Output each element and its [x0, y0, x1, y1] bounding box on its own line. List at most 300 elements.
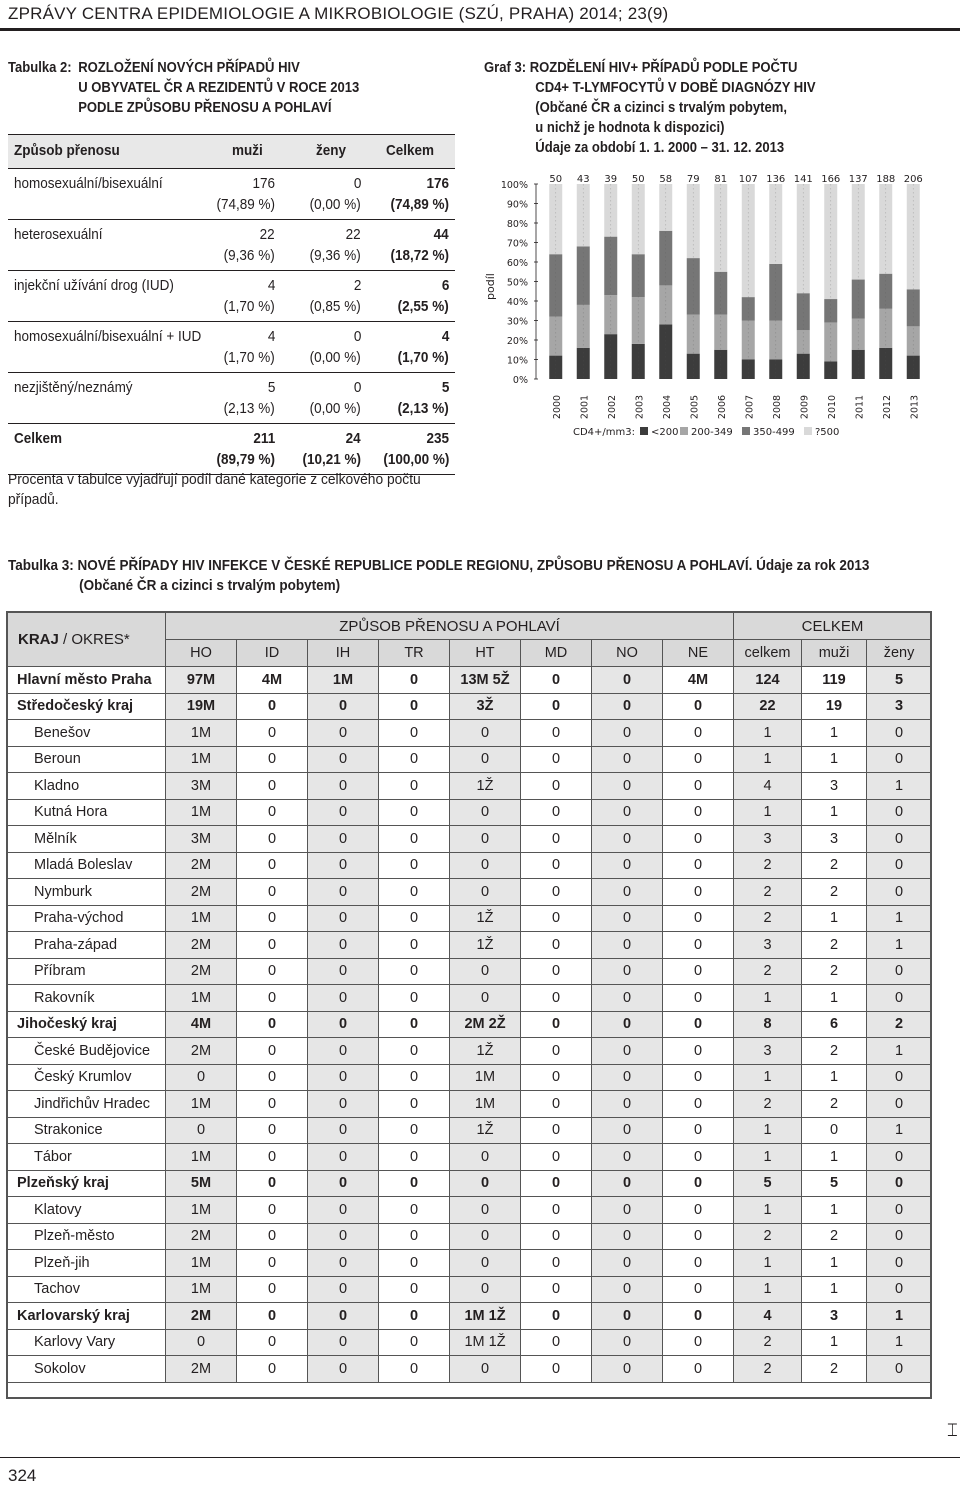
y-tick-label: 80% — [506, 219, 528, 230]
table3-cell: 0 — [592, 693, 663, 720]
table3-cell: 1 — [734, 1064, 802, 1091]
region-name-cell: Praha-východ — [8, 905, 166, 932]
table3-cell: 0 — [592, 667, 663, 694]
table3-cell: 0 — [592, 958, 663, 985]
x-tick-label: 2001 — [579, 394, 591, 420]
bar-segment — [632, 184, 645, 254]
x-tick-label: 2002 — [606, 394, 618, 420]
table3-col-header: MD — [521, 640, 592, 667]
region-name-cell: Sokolov — [8, 1356, 166, 1383]
table3-col-header: NE — [663, 640, 734, 667]
table2-cell-muzi: 211 — [253, 430, 275, 447]
table2-cell-celkem-pct: (18,72 %) — [390, 247, 449, 264]
table3-cell: 1M — [166, 1091, 237, 1118]
table3-cell: 0 — [663, 693, 734, 720]
table-row — [8, 667, 932, 694]
table3-col-header: TR — [379, 640, 450, 667]
graph3-title-line-3: (Občané ČR a cizinci s trvalým pobytem, — [535, 100, 787, 116]
table3-group-celkem: CELKEM — [734, 613, 932, 640]
table3 — [7, 612, 932, 1383]
legend-title: CD4+/mm3: — [573, 427, 636, 438]
table3-cell: 0 — [521, 826, 592, 853]
table3-cell: 0 — [521, 958, 592, 985]
table2-cell-zeny: 2 — [353, 277, 361, 294]
table3-cell: 0 — [308, 1170, 379, 1197]
table3-cell: 0 — [237, 932, 308, 959]
table3-cell: 3 — [867, 693, 932, 720]
table3-cell: 0 — [663, 773, 734, 800]
table3-cell: 0 — [237, 1170, 308, 1197]
table3-cell: 5 — [867, 667, 932, 694]
table3-cell: 0 — [237, 1356, 308, 1383]
table-row — [8, 1091, 932, 1118]
table3-cell: 0 — [308, 1356, 379, 1383]
table3-cell: 2 — [734, 852, 802, 879]
table3-cell: 0 — [237, 852, 308, 879]
table3-cell: 2 — [734, 1356, 802, 1383]
table3-cell: 0 — [521, 1144, 592, 1171]
table3-cell: 0 — [592, 1303, 663, 1330]
table3-cell: 2 — [802, 932, 867, 959]
table2-cell-zeny-pct: (0,85 %) — [309, 298, 361, 315]
table3-cell: 0 — [663, 799, 734, 826]
table3-cell: 0 — [308, 1011, 379, 1038]
table3-cell: 0 — [308, 773, 379, 800]
table-row — [8, 958, 932, 985]
table3-cell: 1 — [867, 1038, 932, 1065]
table2-cell-celkem: 6 — [441, 277, 449, 294]
table3-cell: 0 — [521, 852, 592, 879]
bar-total-label: 166 — [821, 174, 841, 185]
table3-cell: 0 — [663, 1091, 734, 1118]
table3-cell: 0 — [663, 905, 734, 932]
table3-cell: 0 — [308, 693, 379, 720]
graph3-title-line-2: CD4+ T-LYMFOCYTŮ V DOBĚ DIAGNÓZY HIV — [535, 80, 816, 96]
table2-cell-celkem-pct: (74,89 %) — [390, 196, 449, 213]
legend-swatch — [804, 427, 812, 435]
table3-cell: 0 — [592, 1117, 663, 1144]
table-row — [8, 1276, 932, 1303]
table3-cell: 0 — [592, 985, 663, 1012]
table3-cell: 0 — [521, 985, 592, 1012]
table3-cell: 0 — [379, 799, 450, 826]
table2-cell-muzi-pct: (1,70 %) — [223, 298, 275, 315]
region-name-cell: Příbram — [8, 958, 166, 985]
table2-cell-muzi: 5 — [267, 379, 275, 396]
table3-cell: 0 — [663, 1223, 734, 1250]
table3-cell: 0 — [867, 720, 932, 747]
region-name-cell: Středočeský kraj — [8, 693, 166, 720]
y-tick-label: 10% — [506, 355, 528, 367]
table2-cell-muzi-pct: (74,89 %) — [216, 196, 275, 213]
legend-label: 350-499 — [753, 427, 795, 438]
region-name-cell: Kladno — [8, 773, 166, 800]
table3-cell: 0 — [237, 958, 308, 985]
table3-col-header: HT — [450, 640, 521, 667]
table3-cell: 0 — [663, 720, 734, 747]
table3-cell: 0 — [867, 1250, 932, 1277]
table3-cell: 1 — [802, 799, 867, 826]
table3-cell: 3 — [802, 826, 867, 853]
table3-cell: 1 — [867, 1117, 932, 1144]
table2-row-name: nezjištěný/neznámý — [14, 379, 133, 396]
table3-cell: 0 — [592, 1329, 663, 1356]
region-name-cell: Karlovy Vary — [8, 1329, 166, 1356]
table3-cell: 0 — [867, 852, 932, 879]
table3-cell: 2 — [802, 1223, 867, 1250]
table3-cell: 0 — [308, 1038, 379, 1065]
table3-cell: 0 — [379, 852, 450, 879]
table-row — [8, 985, 932, 1012]
table3-cell: 0 — [308, 905, 379, 932]
table2-cell-zeny: 0 — [353, 175, 361, 192]
table3-cell: 0 — [308, 852, 379, 879]
table3-cell: 0 — [379, 1091, 450, 1118]
table3-cell: 2 — [802, 1356, 867, 1383]
table3-cell: 2M — [166, 1038, 237, 1065]
table3-cell: 0 — [521, 1197, 592, 1224]
table3-cell: 0 — [663, 1144, 734, 1171]
table3-cell: 0 — [308, 958, 379, 985]
table3-cell: 0 — [521, 667, 592, 694]
table3-cell: 0 — [308, 932, 379, 959]
y-tick-label: 30% — [506, 316, 528, 328]
table-row — [8, 1197, 932, 1224]
table-row — [8, 746, 932, 773]
region-name-cell: Rakovník — [8, 985, 166, 1012]
table2-header-row — [8, 134, 455, 169]
table3-cell: 2 — [734, 1091, 802, 1118]
table3-cell: 0 — [450, 1144, 521, 1171]
table3-cell: 0 — [867, 1064, 932, 1091]
table3-corner-okres: OKRES* — [71, 631, 130, 648]
table2-cell-zeny: 0 — [353, 328, 361, 345]
bar-total-label: 50 — [549, 174, 563, 185]
y-tick-label: 100% — [500, 180, 528, 191]
table3-cell: 0 — [663, 852, 734, 879]
table3-cell: 0 — [592, 720, 663, 747]
table3-cell: 0 — [867, 826, 932, 853]
table3-cell: 0 — [308, 1276, 379, 1303]
bar-total-label: 58 — [659, 174, 673, 185]
table3-cell: 0 — [521, 1250, 592, 1277]
table3-cell: 0 — [521, 932, 592, 959]
bar-total-label: 50 — [631, 174, 645, 185]
table3-caption — [8, 556, 944, 596]
table3-cell: 0 — [592, 1276, 663, 1303]
table3-cell: 3M — [166, 773, 237, 800]
table3-cell: 0 — [521, 1038, 592, 1065]
table3-cell: 0 — [379, 1250, 450, 1277]
table3-cell: 1M — [166, 905, 237, 932]
table3-cell: 0 — [379, 932, 450, 959]
table2-cell-muzi-pct: (1,70 %) — [223, 349, 275, 366]
page-number: 324 — [8, 1466, 37, 1485]
table3-cell: 0 — [592, 826, 663, 853]
table2-cell-zeny: 22 — [345, 226, 361, 243]
table3-cell: 0 — [237, 1064, 308, 1091]
table3-cell: 1M — [166, 799, 237, 826]
table3-cell: 0 — [379, 1303, 450, 1330]
table3-cell: 0 — [308, 1329, 379, 1356]
table2-cell-muzi: 4 — [267, 277, 275, 294]
table3-cell: 2 — [802, 958, 867, 985]
table2-cell-zeny-pct: (0,00 %) — [309, 196, 361, 213]
y-tick-label: 90% — [506, 199, 528, 211]
table3-cell: 0 — [867, 746, 932, 773]
table3-cell: 1 — [734, 746, 802, 773]
y-axis-label: podíl — [484, 273, 497, 300]
table3-cell: 0 — [379, 1356, 450, 1383]
table3-col-header: HO — [166, 640, 237, 667]
table3-cell: 3 — [734, 1038, 802, 1065]
table3-cell: 0 — [237, 905, 308, 932]
y-tick-label: 0% — [512, 375, 528, 386]
table2-cell-celkem-pct: (1,70 %) — [397, 349, 449, 366]
table3-cell: 0 — [379, 1144, 450, 1171]
table3-cell: 1 — [802, 1144, 867, 1171]
table3-col-header: IH — [308, 640, 379, 667]
table3-cell: 2 — [867, 1011, 932, 1038]
table3-cell: 0 — [237, 746, 308, 773]
table-row — [8, 826, 932, 853]
x-tick-label: 2013 — [909, 394, 921, 420]
bar-segment — [659, 184, 672, 231]
table3-cell: 1 — [867, 932, 932, 959]
bar-segment — [907, 356, 920, 379]
table2-cell-celkem-pct: (2,55 %) — [397, 298, 449, 315]
table2-cell-zeny-pct: (9,36 %) — [309, 247, 361, 264]
x-tick-label: 2010 — [826, 394, 838, 420]
table3-cell: 0 — [379, 1064, 450, 1091]
table-row — [8, 1170, 932, 1197]
table3-cell: 0 — [867, 879, 932, 906]
region-name-cell: České Budějovice — [8, 1038, 166, 1065]
table3-cell: 0 — [663, 1117, 734, 1144]
table3-cell: 0 — [379, 985, 450, 1012]
table3-cell: 0 — [450, 746, 521, 773]
table-row — [8, 1250, 932, 1277]
table3-cell: 0 — [521, 1329, 592, 1356]
graph3-label: Graf 3: — [484, 60, 527, 76]
region-name-cell: Jindřichův Hradec — [8, 1091, 166, 1118]
table2-row-name: homosexuální/bisexuální — [14, 175, 163, 192]
table3-cell: 0 — [867, 985, 932, 1012]
table3-cell: 1 — [802, 1197, 867, 1224]
table-row — [8, 1117, 932, 1144]
bar-segment — [797, 330, 810, 353]
table3-cell: 1 — [867, 1329, 932, 1356]
table3-cell: 4M — [237, 667, 308, 694]
table3-cell: 0 — [592, 932, 663, 959]
table3-cell: 1Ž — [450, 932, 521, 959]
table3-cell: 1 — [734, 985, 802, 1012]
table2-cell-celkem: 44 — [433, 226, 449, 243]
x-tick-label: 2009 — [799, 394, 811, 420]
table2-row-name: injekční užívání drog (IUD) — [14, 277, 174, 294]
bar-segment — [824, 299, 837, 322]
table3-cell: 13M 5Ž — [450, 667, 521, 694]
table3-cell: 0 — [450, 852, 521, 879]
table3-cell: 1 — [802, 720, 867, 747]
table2-row-name: homosexuální/bisexuální + IUD — [14, 328, 202, 345]
table3-cell: 0 — [308, 799, 379, 826]
table2-cell-celkem: 5 — [441, 379, 449, 396]
table3-cell: 0 — [379, 905, 450, 932]
table2-row-name: heterosexuální — [14, 226, 103, 243]
table3-cell: 0 — [592, 746, 663, 773]
table3-cell: 0 — [308, 1223, 379, 1250]
table3-cell: 0 — [521, 773, 592, 800]
table3-cell: 0 — [592, 1144, 663, 1171]
table2-label: Tabulka 2: — [8, 60, 72, 76]
table3-cell: 4M — [166, 1011, 237, 1038]
table3-cell: 1 — [867, 1303, 932, 1330]
table3-cell: 0 — [592, 1091, 663, 1118]
table3-cell: 0 — [237, 985, 308, 1012]
region-name-cell: Karlovarský kraj — [8, 1303, 166, 1330]
table3-cell: 0 — [521, 1091, 592, 1118]
table3-cell: 0 — [379, 1038, 450, 1065]
region-name-cell: Hlavní město Praha — [8, 667, 166, 694]
bar-segment — [549, 184, 562, 254]
table3-cell: 0 — [521, 879, 592, 906]
table3-cell: 3 — [734, 826, 802, 853]
table3-cell: 0 — [379, 1329, 450, 1356]
table3-cell: 1Ž — [450, 905, 521, 932]
region-name-cell: Kutná Hora — [8, 799, 166, 826]
bar-total-label: 107 — [738, 174, 758, 185]
table3-cell: 0 — [379, 1223, 450, 1250]
bar-total-label: 141 — [793, 174, 813, 185]
table3-cell: 0 — [867, 1197, 932, 1224]
table2-cell-celkem-pct: (100,00 %) — [382, 451, 449, 468]
table3-cell: 19 — [802, 693, 867, 720]
table3-cell: 0 — [237, 1250, 308, 1277]
table3-cell: 0 — [663, 1011, 734, 1038]
bar-total-label: 206 — [903, 174, 923, 185]
table3-cell: 0 — [592, 1064, 663, 1091]
table3-cell: 0 — [166, 1329, 237, 1356]
table3-cell: 3 — [802, 1303, 867, 1330]
table3-cell: 124 — [734, 667, 802, 694]
table-row — [8, 773, 932, 800]
table3-cell: 0 — [237, 1197, 308, 1224]
table3-cell: 4 — [734, 773, 802, 800]
table2-cell-muzi: 4 — [267, 328, 275, 345]
table3-cell: 1M — [166, 720, 237, 747]
table3-cell: 0 — [450, 985, 521, 1012]
table3-cell: 0 — [521, 799, 592, 826]
running-header: ZPRÁVY CENTRA EPIDEMIOLOGIE A MIKROBIOLOGIE (SZÚ, PRAHA) 2014; 23(9) — [8, 4, 669, 23]
bar-segment — [549, 356, 562, 379]
table3-cell: 0 — [379, 1276, 450, 1303]
table3-cell: 3 — [734, 932, 802, 959]
table3-cell: 0 — [237, 693, 308, 720]
table3-cell: 0 — [308, 746, 379, 773]
table3-cell: 0 — [663, 1064, 734, 1091]
table2 — [8, 134, 455, 475]
table2-cell-zeny-pct: (0,00 %) — [309, 400, 361, 417]
y-tick-label: 40% — [506, 297, 528, 308]
table3-cell: 2M — [166, 852, 237, 879]
table3-cell: 6 — [802, 1011, 867, 1038]
region-name-cell: Český Krumlov — [8, 1064, 166, 1091]
table3-body — [8, 667, 932, 1383]
bar-segment — [687, 258, 700, 315]
table3-cell: 0 — [521, 693, 592, 720]
table3-cell: 1 — [734, 1117, 802, 1144]
table2-cell-muzi: 176 — [252, 175, 275, 192]
table3-cell: 0 — [521, 1223, 592, 1250]
table2-cell-muzi-pct: (2,13 %) — [223, 400, 275, 417]
table-row — [8, 1011, 932, 1038]
table3-cell: 0 — [237, 720, 308, 747]
graph3-title-line-5: Údaje za období 1. 1. 2000 – 31. 12. 2013 — [535, 140, 785, 156]
table-row — [8, 693, 932, 720]
x-tick-label: 2005 — [689, 394, 701, 420]
table3-corner-sep: / — [58, 631, 72, 648]
table2-cell-muzi-pct: (9,36 %) — [223, 247, 275, 264]
y-tick-label: 50% — [506, 277, 528, 289]
table3-cell: 0 — [379, 746, 450, 773]
legend-label: ?500 — [815, 427, 840, 438]
table3-cell: 0 — [867, 958, 932, 985]
table3-cell: 0 — [867, 799, 932, 826]
table3-corner-kraj: KRAJ — [18, 631, 59, 648]
table-row — [8, 1329, 932, 1356]
table3-label: Tabulka 3: — [8, 557, 74, 574]
table3-cell: 0 — [450, 1356, 521, 1383]
region-name-cell: Beroun — [8, 746, 166, 773]
table3-cell: 1Ž — [450, 1117, 521, 1144]
table3-cell: 2M — [166, 1223, 237, 1250]
table3-cell: 0 — [237, 1117, 308, 1144]
table2-cell-muzi: 22 — [259, 226, 275, 243]
table3-cell: 0 — [663, 958, 734, 985]
table2-cell-celkem: 4 — [441, 328, 449, 345]
x-tick-label: 2012 — [881, 394, 893, 420]
table3-cell: 0 — [450, 879, 521, 906]
table3-cell: 0 — [237, 1303, 308, 1330]
table3-cell: 0 — [663, 1356, 734, 1383]
table3-cell: 8 — [734, 1011, 802, 1038]
table2-col-celkem: Celkem — [386, 142, 435, 159]
table3-cell: 1M — [450, 1064, 521, 1091]
bar-total-label: 137 — [848, 174, 868, 185]
table2-title-line-1: ROZLOŽENÍ NOVÝCH PŘÍPADŮ HIV — [78, 60, 300, 76]
x-tick-label: 2008 — [771, 394, 783, 420]
table3-cell: 0 — [450, 958, 521, 985]
region-name-cell: Plzeň-město — [8, 1223, 166, 1250]
table2-row — [8, 373, 455, 424]
table3-cell: 0 — [867, 1223, 932, 1250]
table3-cell: 2 — [802, 879, 867, 906]
bar-total-label: 43 — [576, 174, 590, 185]
table3-cell: 1M — [308, 667, 379, 694]
table3-cell: 1M — [450, 1091, 521, 1118]
table3-cell: 2 — [734, 879, 802, 906]
table3-cell: 0 — [308, 879, 379, 906]
table3-cell: 0 — [308, 1250, 379, 1277]
table3-cell: 0 — [663, 1329, 734, 1356]
table3-cell: 0 — [379, 1197, 450, 1224]
table3-cell: 0 — [663, 932, 734, 959]
footer-rule — [0, 1457, 960, 1458]
table3-cell: 0 — [663, 826, 734, 853]
table3-cell: 0 — [166, 1064, 237, 1091]
legend-swatch — [640, 427, 648, 435]
